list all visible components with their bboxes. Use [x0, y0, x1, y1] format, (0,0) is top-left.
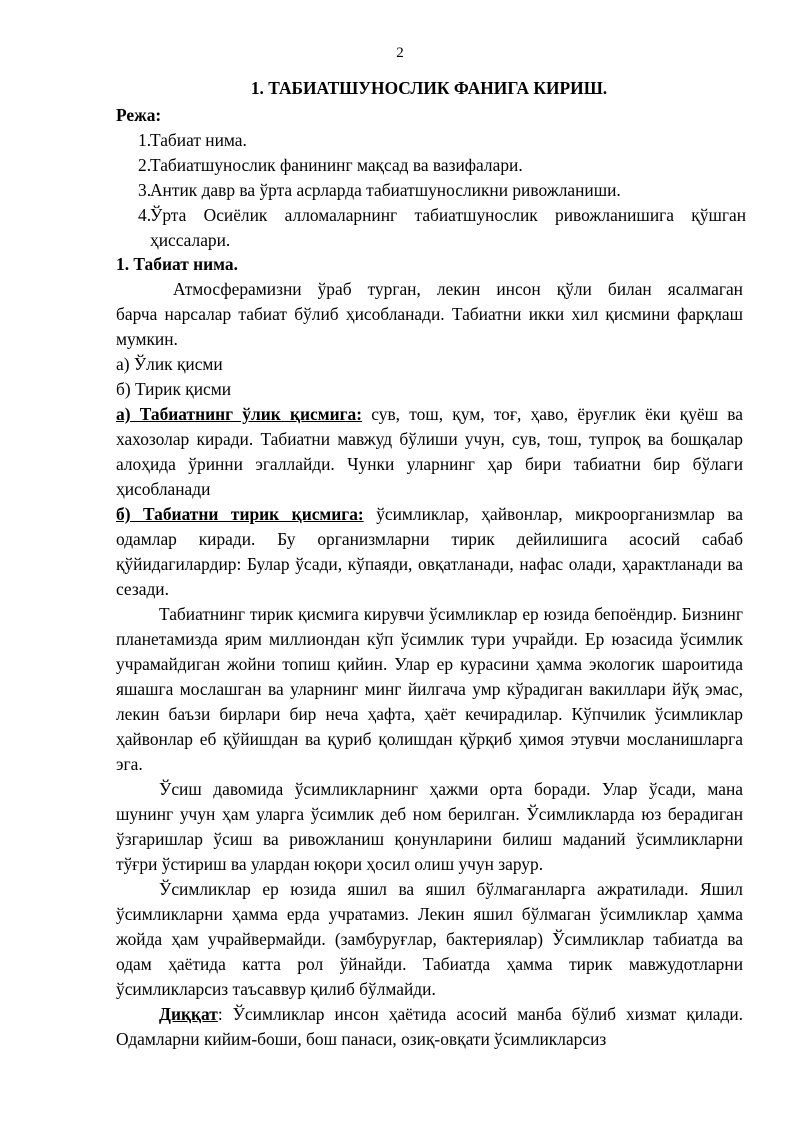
section-heading: 1. Табиат нима.	[116, 254, 238, 274]
attention-label: Диққат	[159, 1004, 218, 1024]
attention-text: : Ўсимликлар инсон ҳаётида асосий манба бўлиб хизмат қилади. Одамларни кийим-боши, бош панаси, озиқ-овқати ўсимликларсиз	[116, 1004, 743, 1049]
plan-list	[116, 128, 746, 253]
chapter-title: 1. ТАБИАТШУНОСЛИК ФАНИГА КИРИШ.	[250, 78, 608, 98]
plan-item-text-line2: ҳиссалари.	[150, 230, 231, 250]
paragraph-green-plants: Ўсимликлар ер юзида яшил ва яшил бўлмаганларга ажратилади. Яшил ўсимликларни ҳамма ерда учратамиз. Лекин яшил бўлмаган ўсимликлар ҳамма жойда ҳам учрайвермайди. (замбуруғлар, бактериялар) Ўсимликлар табиатда ва одам ҳаётида катта рол ўйнайди. Табиатда ҳамма тирик мавжудотларни ўсимликларсиз таъсаввур қилиб бўлмайди.	[116, 879, 743, 999]
plan-item-number: 1.	[138, 130, 152, 150]
paragraph-plants-diversity: Табиатнинг тирик қисмига кирувчи ўсимликлар ер юзида бепоёндир. Бизнинг планетамизда ярим миллиондан кўп ўсимлик тури учрайди. Ер юзасида ўсимлик учрамайдиган жойни топиш қийин. Улар ер курасини ҳамма экологик шароитида яшашга мослашган ва уларнинг минг йилгача умр кўрадиган вакиллари йўқ эмас, лекин баъзи бирлари бир неча ҳафта, ҳаёт кечирадилар. Кўпчилик ўсимликлар ҳайвонлар еб қўйишдан ва қуриб қолишдан қўрқиб ҳимоя этувчи мосланишларга эга.	[116, 604, 743, 774]
paragraph-dead-part	[116, 402, 743, 502]
plan-item-number: 2.	[138, 155, 152, 175]
plan-item	[116, 153, 746, 178]
plan-item-number: 4.	[138, 205, 152, 225]
plan-item	[116, 178, 746, 203]
plan-item-text: Табиат нима.	[150, 130, 247, 150]
live-part-text: ўсимликлар, ҳайвонлар, микроорганизмлар ва одамлар киради. Бу организмларни тирик дейилишига асосий сабаб қўйидагилардир: Булар ўсади, кўпаяди, овқатланади, нафас олади, ҳарактланади ва сезади.	[116, 504, 743, 599]
plan-heading: Режа:	[116, 105, 162, 125]
plan-item-text-line1: Ўрта Осиёлик алломаларнинг табиатшунослик ривожланишига қўшган	[150, 205, 746, 225]
paragraph-intro-rest: барча нарсалар табиат бўлиб ҳисобланади. Табиатни икки хил қисмини фарқлаш мумкин.	[116, 304, 743, 349]
live-part-label: б) Табиатни тирик қисмига:	[116, 504, 364, 524]
paragraph-attention	[116, 1002, 743, 1052]
list-item-dead: а) Ўлик қисми	[116, 354, 223, 374]
page-number: 2	[396, 45, 404, 61]
list-item-live: б) Тирик қисми	[116, 379, 232, 399]
dead-part-text: сув, тош, қум, тоғ, ҳаво, ёруғлик ёки қуёш ва хахозолар киради. Табиатни мавжуд бўлиши учун, сув, тош, тупроқ ва бошқалар алоҳида ўринни эгаллайди. Чунки уларнинг ҳар бири табиатни бир бўлаги ҳисобланади	[116, 404, 743, 499]
plan-item	[116, 128, 746, 153]
plan-item-text: Антик давр ва ўрта асрларда табиатшуносликни ривожланиши.	[150, 180, 621, 200]
dead-part-label: а) Табиатнинг ўлик қисмига:	[116, 404, 363, 424]
plan-item-number: 3.	[138, 180, 152, 200]
plan-item	[116, 203, 746, 253]
paragraph-live-part	[116, 502, 743, 602]
paragraph-intro-line1: Атмосферамизни ўраб турган, лекин инсон қўли билан ясалмаган	[173, 279, 743, 299]
plan-item-text: Табиатшунослик фанининг мақсад ва вазифалари.	[150, 155, 523, 175]
paragraph-plants-growth: Ўсиш давомида ўсимликларнинг ҳажми орта боради. Улар ўсади, мана шунинг учун ҳам уларга ўсимлик деб ном берилган. Ўсимликларда юз берадиган ўзгаришлар ўсиш ва ривожланиш қонунларини билиш маданий ўсимликларни тўғри ўстириш ва улардан юқори ҳосил олиш учун зарур.	[116, 779, 743, 874]
